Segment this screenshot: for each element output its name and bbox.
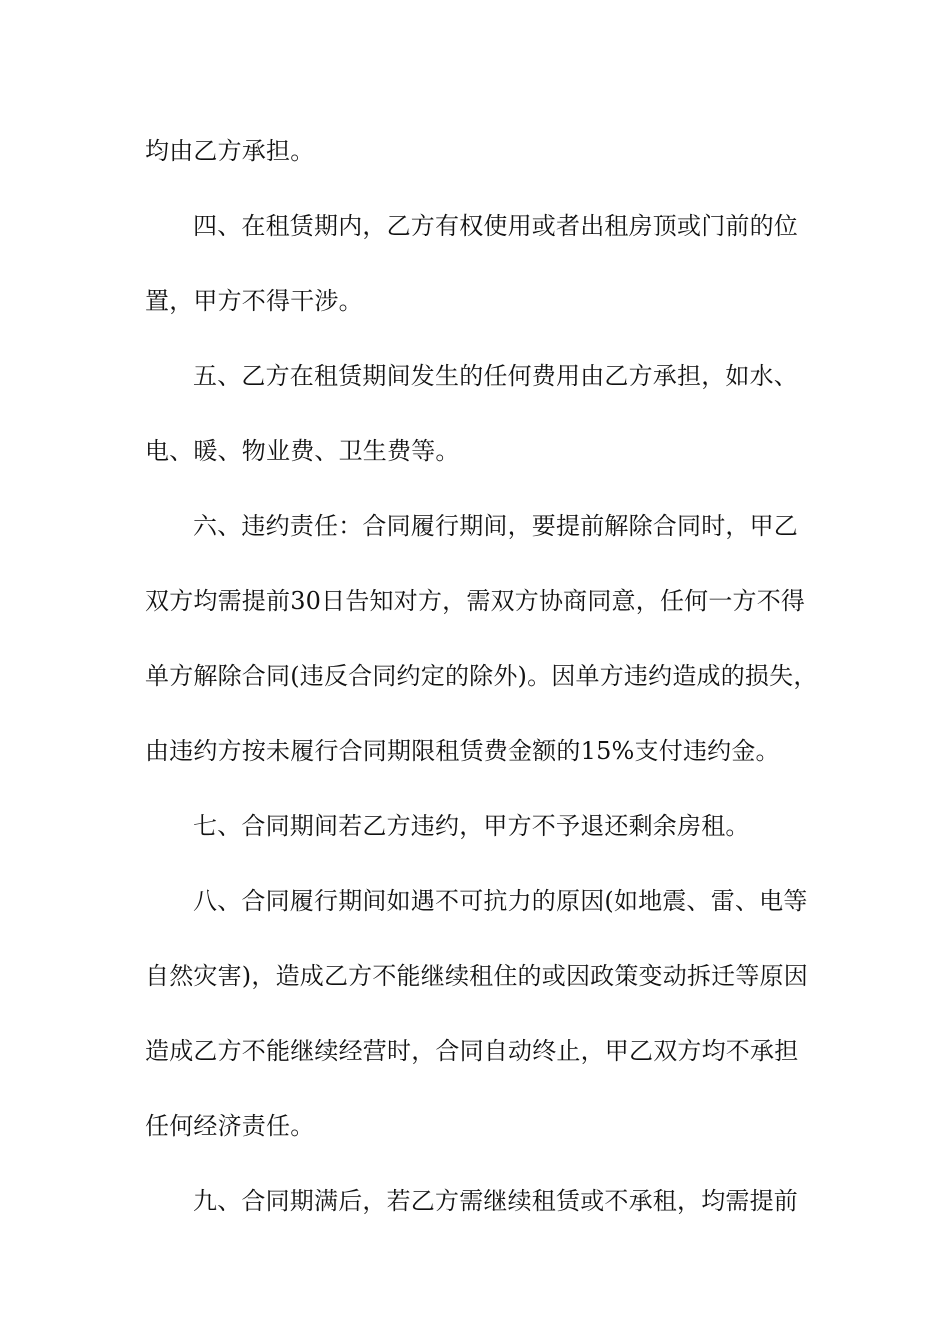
paragraph-line: 自然灾害)，造成乙方不能继续租住的或因政策变动拆迁等原因 — [145, 962, 808, 990]
paragraph-line: 造成乙方不能继续经营时，合同自动终止，甲乙双方均不承担 — [145, 1037, 799, 1065]
clause-6-line: 六、违约责任：合同履行期间，要提前解除合同时，甲乙 — [193, 512, 798, 540]
paragraph-line: 均由乙方承担。 — [145, 137, 315, 165]
clause-4-line: 四、在租赁期内，乙方有权使用或者出租房顶或门前的位 — [193, 212, 798, 240]
paragraph-line: 双方均需提前30日告知对方，需双方协商同意，任何一方不得 — [145, 587, 806, 615]
paragraph-line: 置，甲方不得干涉。 — [145, 287, 363, 315]
paragraph-line: 单方解除合同(违反合同约定的除外)。因单方违约造成的损失， — [145, 662, 818, 690]
clause-5-line: 五、乙方在租赁期间发生的任何费用由乙方承担，如水、 — [193, 362, 798, 390]
clause-7-line: 七、合同期间若乙方违约，甲方不予退还剩余房租。 — [193, 812, 750, 840]
clause-8-line: 八、合同履行期间如遇不可抗力的原因(如地震、雷、电等 — [193, 887, 808, 915]
paragraph-line: 由违约方按未履行合同期限租赁费金额的15%支付违约金。 — [145, 737, 780, 765]
clause-9-line: 九、合同期满后，若乙方需继续租赁或不承租，均需提前 — [193, 1187, 798, 1215]
paragraph-line: 电、暖、物业费、卫生费等。 — [145, 437, 460, 465]
paragraph-line: 任何经济责任。 — [145, 1112, 315, 1140]
